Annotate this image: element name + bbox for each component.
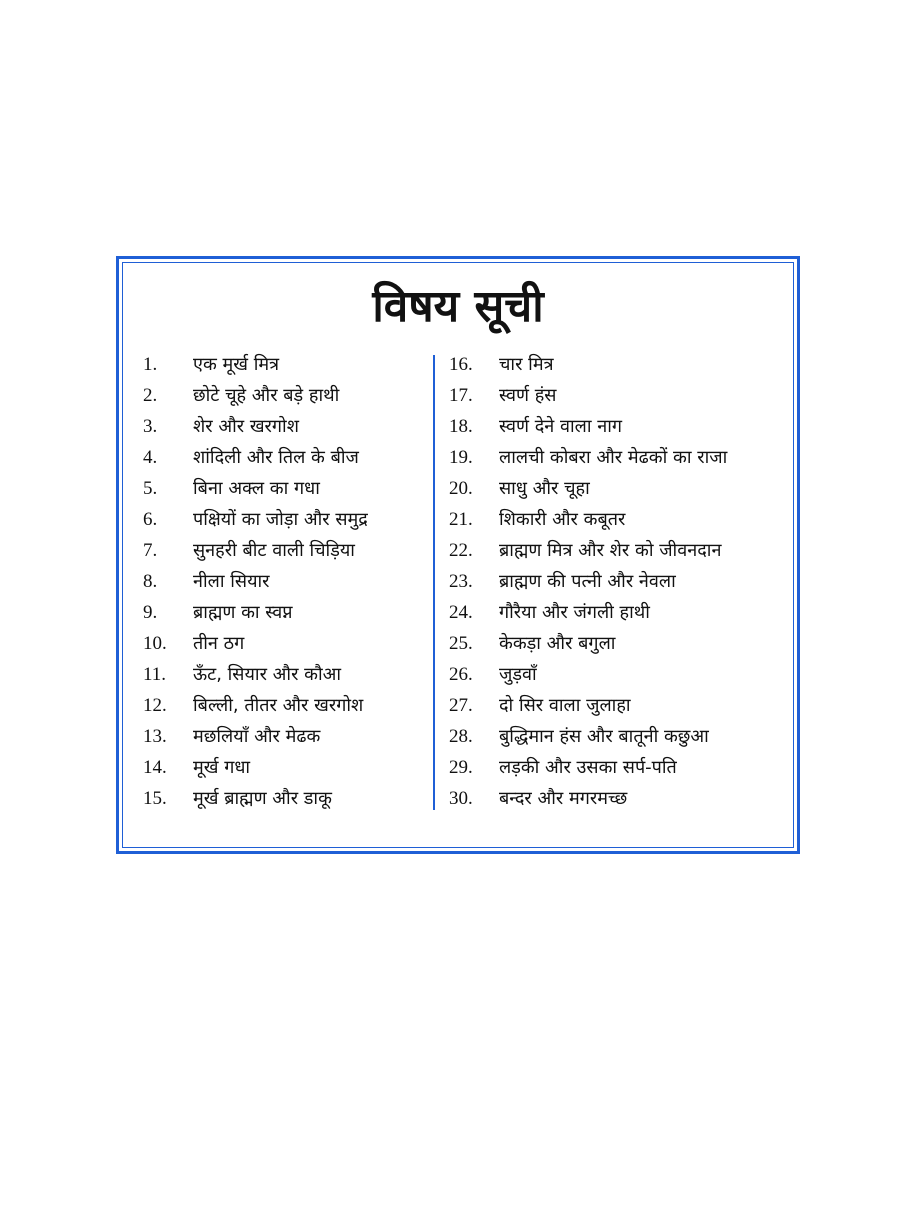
toc-entry-number: 8. — [143, 571, 158, 592]
toc-entry-title: दो सिर वाला जुलाहा — [499, 695, 631, 716]
toc-entry-title: स्वर्ण हंस — [499, 385, 557, 406]
toc-entry-title: शेर और खरगोश — [193, 416, 299, 437]
toc-entry-title: ब्राह्मण मित्र और शेर को जीवनदान — [499, 540, 722, 561]
toc-entry-number: 5. — [143, 478, 158, 499]
toc-entry-number: 21. — [449, 509, 473, 530]
toc-entry[interactable] — [143, 783, 433, 814]
toc-entry[interactable] — [143, 752, 433, 783]
toc-entry[interactable] — [143, 628, 433, 659]
toc-entry[interactable] — [143, 566, 433, 597]
toc-entry[interactable] — [143, 535, 433, 566]
toc-entry[interactable] — [449, 783, 799, 814]
toc-entry-number: 26. — [449, 664, 473, 685]
toc-entry-title: नीला सियार — [193, 571, 270, 592]
toc-entry[interactable] — [143, 349, 433, 380]
toc-entry-title: मूर्ख गधा — [193, 757, 251, 778]
toc-entry-title: बिना अक्ल का गधा — [193, 478, 320, 499]
toc-entry[interactable] — [449, 535, 799, 566]
toc-entry-title: लालची कोबरा और मेढकों का राजा — [499, 447, 728, 468]
toc-entry[interactable] — [143, 473, 433, 504]
toc-entry-title: बिल्ली, तीतर और खरगोश — [193, 695, 364, 716]
toc-entry-number: 3. — [143, 416, 158, 437]
toc-entry-title: शिकारी और कबूतर — [499, 509, 626, 530]
toc-entry-number: 19. — [449, 447, 473, 468]
toc-entry[interactable] — [449, 721, 799, 752]
toc-entry-title: ऊँट, सियार और कौआ — [193, 664, 342, 685]
toc-entry-number: 10. — [143, 633, 167, 654]
toc-entry-number: 14. — [143, 757, 167, 778]
toc-entry-number: 17. — [449, 385, 473, 406]
toc-entry[interactable] — [449, 442, 799, 473]
toc-entry-title: जुड़वाँ — [499, 664, 537, 685]
toc-entry-number: 23. — [449, 571, 473, 592]
toc-entry-number: 25. — [449, 633, 473, 654]
toc-entry-number: 28. — [449, 726, 473, 747]
toc-entry-number: 12. — [143, 695, 167, 716]
toc-entry[interactable] — [449, 597, 799, 628]
toc-entry-number: 6. — [143, 509, 158, 530]
toc-entry-title: तीन ठग — [193, 633, 245, 654]
toc-entry-number: 27. — [449, 695, 473, 716]
toc-entry-number: 9. — [143, 602, 158, 623]
toc-left-column — [143, 349, 433, 814]
toc-entry-title: केकड़ा और बगुला — [499, 633, 616, 654]
toc-entry[interactable] — [143, 504, 433, 535]
toc-entry[interactable] — [449, 752, 799, 783]
toc-entry-title: शांदिली और तिल के बीज — [193, 447, 359, 468]
toc-box — [116, 256, 800, 854]
toc-entry[interactable] — [449, 504, 799, 535]
toc-entry-number: 13. — [143, 726, 167, 747]
toc-entry-title: ब्राह्मण की पत्नी और नेवला — [499, 571, 676, 592]
toc-entry-title: लड़की और उसका सर्प-पति — [499, 757, 677, 778]
toc-right-column — [449, 349, 799, 814]
toc-entry-number: 20. — [449, 478, 473, 499]
toc-entry[interactable] — [449, 473, 799, 504]
toc-inner-border — [122, 262, 794, 848]
toc-entry-title: बुद्धिमान हंस और बातूनी कछुआ — [499, 726, 709, 747]
toc-entry[interactable] — [449, 349, 799, 380]
toc-title: विषय सूची — [372, 281, 544, 332]
toc-entry-title: चार मित्र — [499, 354, 554, 375]
toc-entry-number: 7. — [143, 540, 158, 561]
toc-entry[interactable] — [143, 721, 433, 752]
toc-entry-number: 29. — [449, 757, 473, 778]
toc-entry[interactable] — [449, 690, 799, 721]
toc-entry[interactable] — [143, 690, 433, 721]
toc-entry-number: 11. — [143, 664, 167, 685]
toc-entry-number: 15. — [143, 788, 167, 809]
toc-entry[interactable] — [143, 411, 433, 442]
toc-entry[interactable] — [143, 380, 433, 411]
toc-entry-number: 4. — [143, 447, 158, 468]
toc-entry-title: सुनहरी बीट वाली चिड़िया — [193, 540, 355, 561]
toc-entry-number: 24. — [449, 602, 473, 623]
toc-entry[interactable] — [449, 566, 799, 597]
toc-entry-number: 18. — [449, 416, 473, 437]
toc-entry[interactable] — [449, 380, 799, 411]
toc-entry-title: मूर्ख ब्राह्मण और डाकू — [193, 788, 332, 809]
toc-entry-number: 22. — [449, 540, 473, 561]
toc-entry-number: 1. — [143, 354, 158, 375]
column-divider — [433, 355, 435, 810]
toc-entry-title: एक मूर्ख मित्र — [193, 354, 280, 375]
toc-entry-title: साधु और चूहा — [499, 478, 590, 499]
toc-entry[interactable] — [449, 411, 799, 442]
toc-entry-title: बन्दर और मगरमच्छ — [499, 788, 628, 809]
toc-entry[interactable] — [143, 659, 433, 690]
toc-entry-title: मछलियाँ और मेढक — [193, 726, 321, 747]
toc-entry-title: स्वर्ण देने वाला नाग — [499, 416, 623, 437]
toc-entry-number: 30. — [449, 788, 473, 809]
toc-entry[interactable] — [143, 597, 433, 628]
toc-entry-number: 16. — [449, 354, 473, 375]
toc-entry[interactable] — [449, 628, 799, 659]
toc-entry[interactable] — [449, 659, 799, 690]
toc-entry-title: गौरैया और जंगली हाथी — [499, 602, 650, 623]
toc-entry-title: छोटे चूहे और बड़े हाथी — [193, 385, 340, 406]
toc-entry-title: पक्षियों का जोड़ा और समुद्र — [193, 509, 368, 530]
toc-entry-title: ब्राह्मण का स्वप्न — [193, 602, 293, 623]
toc-entry[interactable] — [143, 442, 433, 473]
toc-entry-number: 2. — [143, 385, 158, 406]
